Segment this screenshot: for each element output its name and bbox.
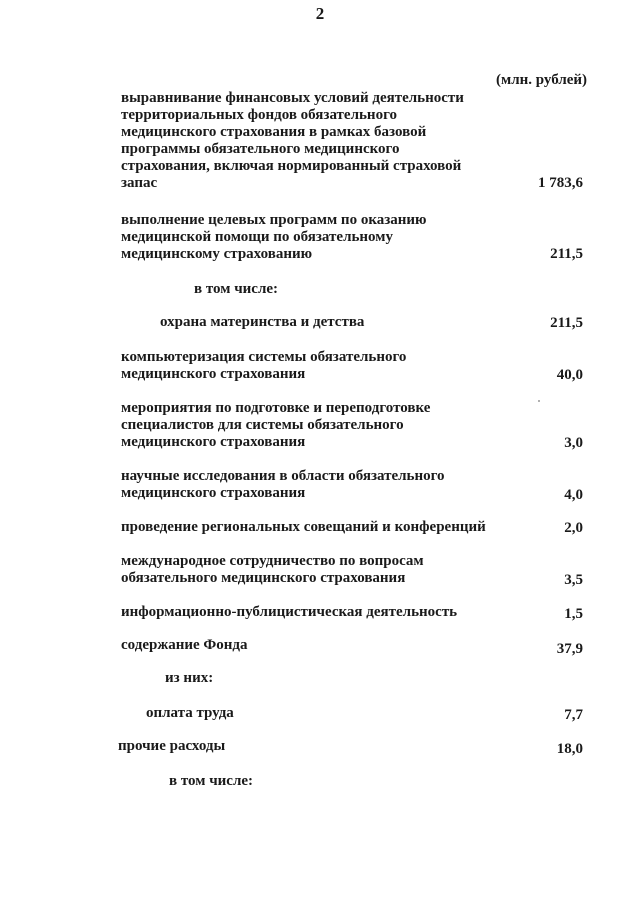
row-value: 40,0 bbox=[556, 367, 583, 383]
row-value: 1 783,6 bbox=[538, 175, 583, 191]
row-value: 3,0 bbox=[564, 435, 583, 451]
row-value: 37,9 bbox=[556, 641, 583, 657]
row-label: международное сотрудничество по вопросам обязательного медицинского страхования bbox=[121, 553, 424, 586]
row-value: 18,0 bbox=[556, 741, 583, 757]
row-label: мероприятия по подготовке и переподготовке специалистов для системы обязательного медицинского страхования bbox=[121, 400, 431, 450]
unit-note: (млн. рублей) bbox=[496, 72, 588, 88]
row-label: выравнивание финансовых условий деятельности территориальных фондов обязательного медицинского страхования в рамках базовой программы обязательного медицинского страхования, включая нормированный страховой запас bbox=[121, 90, 464, 191]
row-label: проведение региональных совещаний и конференций bbox=[121, 519, 486, 535]
row-label: из них: bbox=[165, 670, 214, 686]
row-value: 211,5 bbox=[550, 246, 583, 262]
row-label: компьютеризация системы обязательного медицинского страхования bbox=[121, 349, 407, 382]
row-label: охрана материнства и детства bbox=[160, 314, 365, 330]
page-number: 2 bbox=[315, 4, 325, 23]
row-value: 1,5 bbox=[564, 606, 583, 622]
row-label: прочие расходы bbox=[118, 738, 226, 754]
row-value: 3,5 bbox=[564, 572, 583, 588]
row-value: 4,0 bbox=[564, 487, 583, 503]
row-label: научные исследования в области обязательного медицинского страхования bbox=[121, 468, 445, 501]
scan-speck bbox=[538, 400, 540, 402]
row-label: оплата труда bbox=[146, 705, 234, 721]
row-value: 211,5 bbox=[550, 315, 583, 331]
row-label: выполнение целевых программ по оказанию медицинской помощи по обязательному медицинскому страхованию bbox=[121, 212, 427, 262]
row-label: в том числе: bbox=[194, 281, 279, 297]
row-label: в том числе: bbox=[169, 773, 254, 789]
row-value: 7,7 bbox=[564, 707, 583, 723]
row-value: 2,0 bbox=[564, 520, 583, 536]
row-label: информационно-публицистическая деятельность bbox=[121, 604, 458, 620]
row-label: содержание Фонда bbox=[121, 637, 248, 653]
